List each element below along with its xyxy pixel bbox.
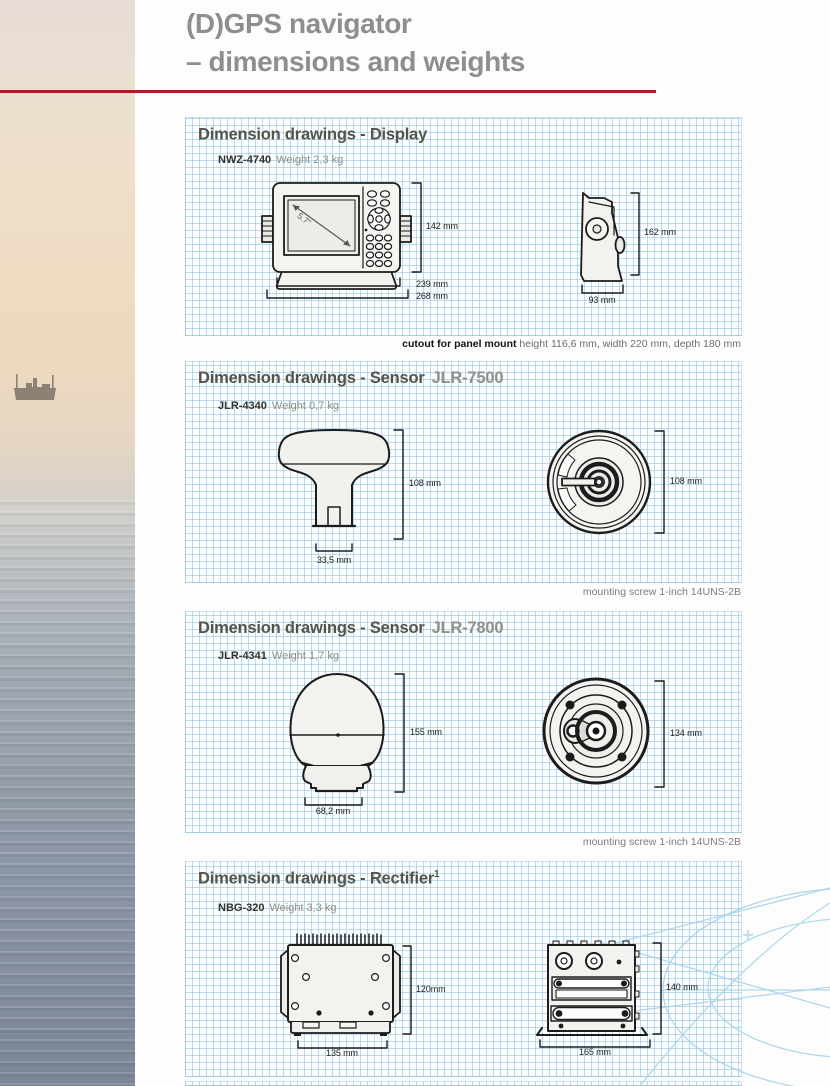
mounting-note: mounting screw 1-inch 14UNS-2B bbox=[582, 586, 741, 598]
page-title-line1: (D)GPS navigator bbox=[186, 8, 412, 39]
dim-label-screen: 5.7" bbox=[295, 210, 313, 228]
panel-display bbox=[185, 117, 742, 336]
model-weight: Weight 0,7 kg bbox=[271, 400, 339, 412]
model-row bbox=[218, 154, 343, 166]
panel-title-text: Dimension drawings - Sensor bbox=[198, 369, 425, 387]
dim-label-height: 155 mm bbox=[410, 727, 442, 737]
model-name: JLR-4341 bbox=[218, 650, 267, 662]
dim-label-side-height: 162 mm bbox=[644, 227, 676, 237]
panel-sensor-jlr7500 bbox=[185, 361, 742, 583]
next-panel-edge bbox=[185, 1081, 742, 1086]
ship-silhouette bbox=[12, 366, 60, 406]
rectifier-drawings bbox=[185, 861, 742, 1077]
model-name: NBG-320 bbox=[218, 902, 265, 914]
cutout-note: cutout for panel mount height 116,6 mm, width 220 mm, depth 180 mm bbox=[402, 338, 741, 350]
sensor-jlr4340-drawings bbox=[185, 361, 742, 583]
page-title-line2: – dimensions and weights bbox=[186, 46, 525, 77]
model-row bbox=[218, 400, 339, 412]
panel-title bbox=[198, 869, 439, 889]
mounting-note: mounting screw 1-inch 14UNS-2B bbox=[582, 836, 741, 848]
dim-label-width: 239 mm bbox=[416, 279, 448, 289]
accent-rule bbox=[0, 90, 656, 93]
ocean-photo bbox=[0, 0, 135, 1086]
page-title bbox=[186, 5, 525, 81]
dim-label-side-height: 140 mm bbox=[666, 982, 698, 992]
panel-title-text: Dimension drawings - Display bbox=[198, 125, 428, 144]
panel-title bbox=[198, 125, 434, 145]
dim-label-side-depth: 93 mm bbox=[588, 295, 616, 305]
sensor-jlr4341-drawings bbox=[185, 611, 742, 833]
dim-label-front-height: 120mm bbox=[416, 984, 446, 994]
model-name: JLR-4340 bbox=[218, 400, 267, 412]
dim-label-base: 68,2 mm bbox=[315, 806, 351, 816]
model-weight: Weight 3,3 kg bbox=[269, 902, 337, 914]
dim-label-height: 108 mm bbox=[409, 478, 441, 488]
panel-title-text: Dimension drawings - Rectifier bbox=[198, 869, 435, 888]
panel-title-suffix: JLR-7500 bbox=[431, 369, 504, 387]
panel-title bbox=[198, 619, 503, 638]
model-row bbox=[218, 902, 337, 914]
panel-title bbox=[198, 369, 503, 388]
model-row bbox=[218, 650, 339, 662]
panel-sensor-jlr7800 bbox=[185, 611, 742, 833]
dim-label-front-width: 135 mm bbox=[326, 1048, 358, 1058]
dim-label-side-width: 165 mm bbox=[579, 1047, 611, 1057]
panel-title-text: Dimension drawings - Sensor bbox=[198, 619, 425, 637]
model-weight: Weight 1,7 kg bbox=[271, 650, 339, 662]
dim-label-diameter: 134 mm bbox=[670, 728, 702, 738]
model-weight: Weight 2,3 kg bbox=[276, 154, 344, 166]
dim-label-height: 142 mm bbox=[426, 221, 458, 231]
panel-rectifier bbox=[185, 861, 742, 1077]
dim-label-base: 33,5 mm bbox=[316, 555, 352, 565]
dim-label-width-outer: 268 mm bbox=[416, 291, 448, 301]
dim-label-diameter: 108 mm bbox=[670, 476, 702, 486]
model-name: NWZ-4740 bbox=[218, 154, 272, 166]
panel-title-footnote: 1 bbox=[434, 869, 440, 880]
panel-title-suffix: JLR-7800 bbox=[431, 619, 504, 637]
